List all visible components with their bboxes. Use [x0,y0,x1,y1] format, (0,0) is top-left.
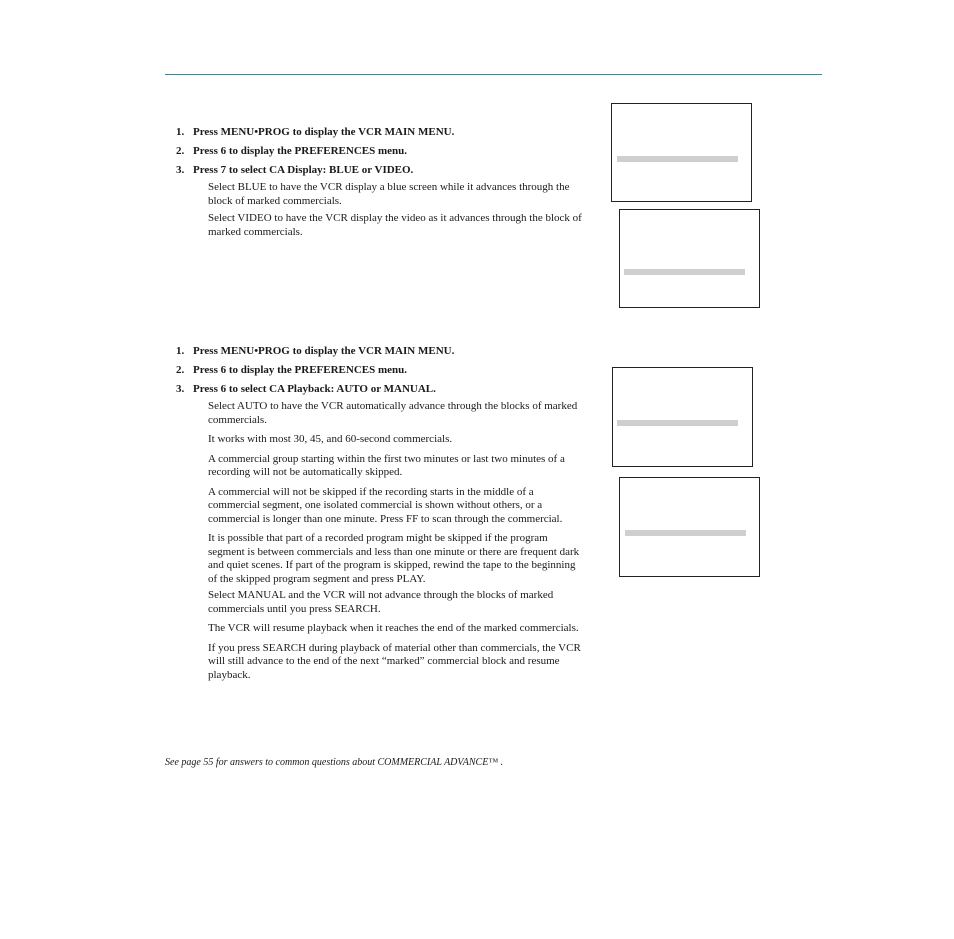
menu-highlight-bar [617,156,738,162]
ca-display-instructions [176,126,586,245]
step-3: 3. Press 6 to select CA Playback: AUTO or MANUAL. [176,383,436,395]
menu-screen-illustration [619,477,760,577]
step-1: 1. Press MENU•PROG to display the VCR MAIN MENU. [176,126,455,138]
paragraph: The VCR will resume playback when it reaches the end of the marked commercials. [208,622,579,634]
menu-screen-illustration [619,209,760,308]
paragraph: A commercial will not be skipped if the recording starts in the middle of a commercial segment, one isolated commercial is shown without others, or a commercial is longer than one minute. Press FF to scan through the commercial. [208,485,563,525]
paragraph: Select AUTO to have the VCR automatically advance through the blocks of marked commercials. [208,400,578,426]
paragraph: It works with most 30, 45, and 60-second commercials. [208,433,453,445]
paragraph: Select VIDEO to have the VCR display the video as it advances through the block of marked commercials. [208,212,582,238]
step-3: 3. Press 7 to select CA Display: BLUE or VIDEO. [176,164,414,176]
header-rule [165,74,822,75]
step-2: 2. Press 6 to display the PREFERENCES menu. [176,364,408,376]
menu-highlight-bar [617,420,738,426]
menu-highlight-bar [624,269,745,275]
menu-screen-illustration [612,367,753,467]
step-2: 2. Press 6 to display the PREFERENCES menu. [176,145,408,157]
paragraph: If you press SEARCH during playback of material other than commercials, the VCR will still advance to the end of the next “marked” commercial block and resume playback. [208,641,581,681]
ca-playback-instructions [176,345,586,688]
paragraph: A commercial group starting within the first two minutes or last two minutes of a recording will not be automatically skipped. [208,452,565,478]
paragraph: Select BLUE to have the VCR display a blue screen while it advances through the block of marked commercials. [208,181,570,207]
menu-highlight-bar [625,530,746,536]
paragraph: It is possible that part of a recorded program might be skipped if the program segment is between commercials and less than one minute or there are frequent dark and quiet scenes. If part of the program is skipped, rewind the tape to the beginning of the skipped program segment and press PLAY. [208,532,580,585]
menu-screen-illustration [611,103,752,202]
paragraph: Select MANUAL and the VCR will not advance through the blocks of marked commercials until you press SEARCH. [208,589,554,615]
step-1: 1. Press MENU•PROG to display the VCR MAIN MENU. [176,345,455,357]
footnote: See page 55 for answers to common questions about COMMERCIAL ADVANCE™ . [165,757,504,768]
